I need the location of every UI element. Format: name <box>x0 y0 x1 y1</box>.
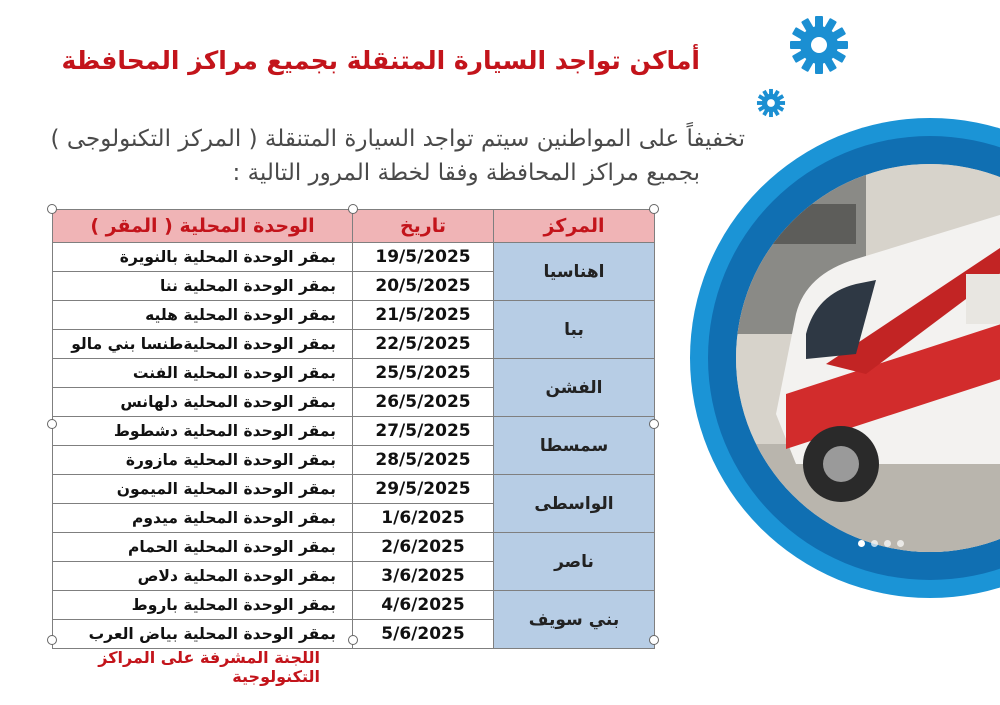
table-row <box>53 359 655 388</box>
large-gear-icon <box>788 14 850 76</box>
slider-dot-3[interactable] <box>884 540 891 547</box>
header-center: المركز <box>494 210 655 243</box>
unit-cell: بمقر الوحدة المحلية الميمون <box>53 475 353 504</box>
date-cell: 27/5/2025 <box>353 417 494 446</box>
unit-cell: بمقر الوحدة المحلية الحمام <box>53 533 353 562</box>
center-cell: ناصر <box>494 533 655 591</box>
date-cell: 22/5/2025 <box>353 330 494 359</box>
resize-handle-top-middle[interactable] <box>348 204 358 214</box>
date-cell: 20/5/2025 <box>353 272 494 301</box>
unit-cell: بمقر الوحدة المحلية دشطوط <box>53 417 353 446</box>
intro-line-2: بجميع مراكز المحافظة وفقا لخطة المرور التالية : <box>232 160 700 186</box>
date-cell: 3/6/2025 <box>353 562 494 591</box>
table-row <box>53 301 655 330</box>
unit-cell: بمقر الوحدة المحلية بياض العرب <box>53 620 353 649</box>
slider-dot-2[interactable] <box>871 540 878 547</box>
date-cell: 1/6/2025 <box>353 504 494 533</box>
slider-dot-1[interactable] <box>858 540 865 547</box>
unit-cell: بمقر الوحدة المحلية ميدوم <box>53 504 353 533</box>
unit-cell: بمقر الوحدة المحلية مازورة <box>53 446 353 475</box>
resize-handle-middle-right[interactable] <box>649 419 659 429</box>
center-cell: بني سويف <box>494 591 655 649</box>
unit-cell: بمقر الوحدة المحلية هليه <box>53 301 353 330</box>
center-cell: سمسطا <box>494 417 655 475</box>
mobile-van-image-circle <box>690 118 1000 598</box>
table-row <box>53 475 655 504</box>
unit-cell: بمقر الوحدة المحلية باروط <box>53 591 353 620</box>
center-cell: الفشن <box>494 359 655 417</box>
unit-cell: بمقر الوحدة المحلية بالنويرة <box>53 243 353 272</box>
date-cell: 25/5/2025 <box>353 359 494 388</box>
resize-handle-bottom-right[interactable] <box>649 635 659 645</box>
intro-text <box>25 122 745 190</box>
resize-handle-bottom-middle[interactable] <box>348 635 358 645</box>
center-cell: اهناسيا <box>494 243 655 301</box>
unit-cell: بمقر الوحدة المحلية دلهانس <box>53 388 353 417</box>
resize-handle-top-right[interactable] <box>649 204 659 214</box>
date-cell: 4/6/2025 <box>353 591 494 620</box>
center-cell: ببا <box>494 301 655 359</box>
date-cell: 28/5/2025 <box>353 446 494 475</box>
resize-handle-middle-left[interactable] <box>47 419 57 429</box>
header-date: تاريخ <box>353 210 494 243</box>
slider-dots <box>858 540 904 547</box>
table-row <box>53 417 655 446</box>
schedule-table <box>52 209 655 649</box>
resize-handle-bottom-left[interactable] <box>47 635 57 645</box>
date-cell: 5/6/2025 <box>353 620 494 649</box>
table-row <box>53 243 655 272</box>
date-cell: 29/5/2025 <box>353 475 494 504</box>
center-cell: الواسطى <box>494 475 655 533</box>
table-row <box>53 591 655 620</box>
footer-committee: اللجنة المشرفة على المراكز التكنولوجية <box>98 648 320 686</box>
header-unit: الوحدة المحلية ( المقر ) <box>53 210 353 243</box>
slider-dot-4[interactable] <box>897 540 904 547</box>
unit-cell: بمقر الوحدة المحلية دلاص <box>53 562 353 591</box>
table-header-row <box>53 210 655 243</box>
schedule-table-wrapper <box>52 209 654 644</box>
table-row <box>53 533 655 562</box>
date-cell: 19/5/2025 <box>353 243 494 272</box>
date-cell: 21/5/2025 <box>353 301 494 330</box>
date-cell: 26/5/2025 <box>353 388 494 417</box>
resize-handle-top-left[interactable] <box>47 204 57 214</box>
page-title: أماكن تواجد السيارة المتنقلة بجميع مراكز المحافظة <box>61 46 700 75</box>
intro-line-1: تخفيفاً على المواطنين سيتم تواجد السيارة المتنقلة ( المركز التكنولوجى ) <box>50 126 745 152</box>
date-cell: 2/6/2025 <box>353 533 494 562</box>
unit-cell: بمقر الوحدة المحليةطنسا بني مالو <box>53 330 353 359</box>
unit-cell: بمقر الوحدة المحلية الفنت <box>53 359 353 388</box>
unit-cell: بمقر الوحدة المحلية ننا <box>53 272 353 301</box>
small-gear-icon <box>756 88 786 118</box>
